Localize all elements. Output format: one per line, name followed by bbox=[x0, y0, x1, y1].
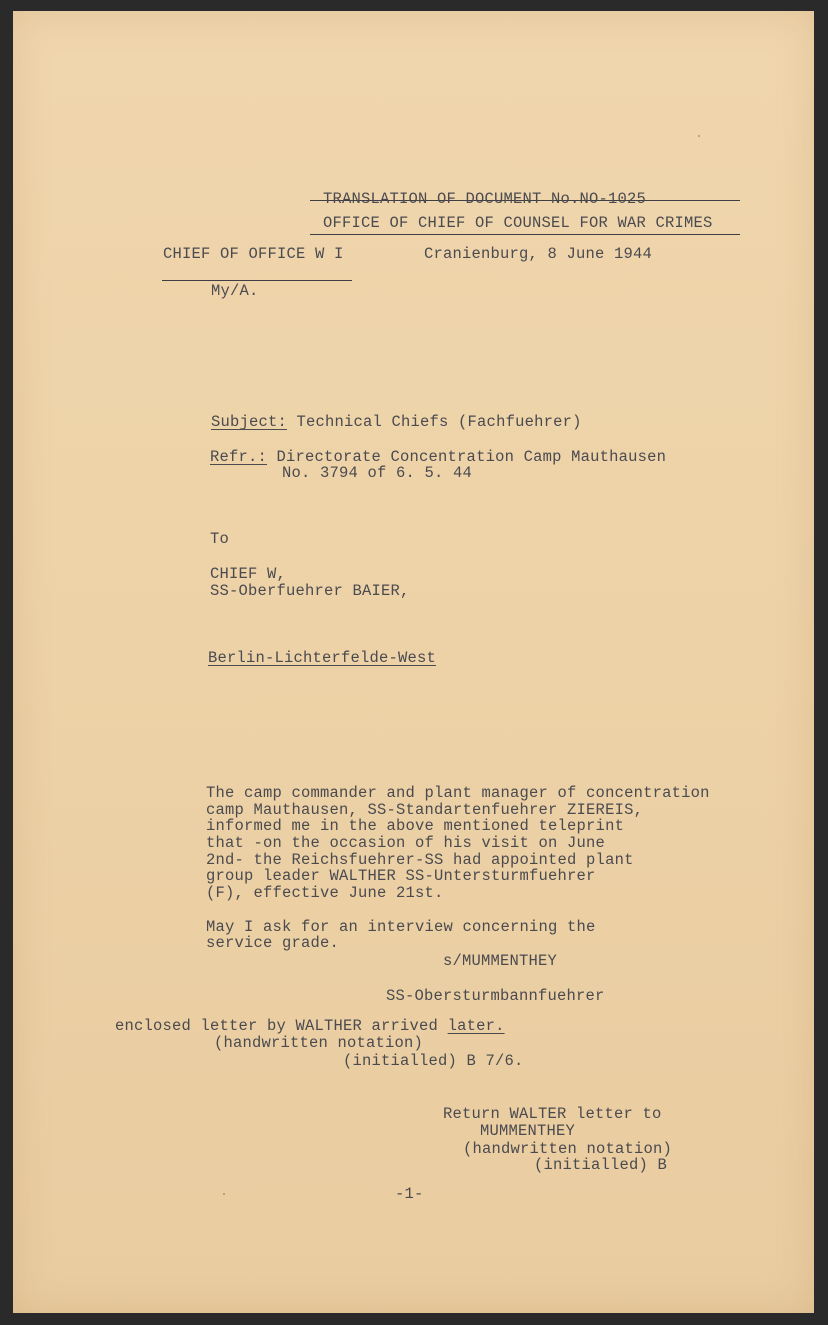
to-label: To bbox=[210, 530, 230, 548]
place-date: Cranienburg, 8 June 1944 bbox=[424, 245, 653, 263]
subject-line bbox=[211, 414, 582, 431]
signature-name: s/MUMMENTHEY bbox=[443, 952, 558, 970]
office-title: OFFICE OF CHIEF OF COUNSEL FOR WAR CRIMES bbox=[323, 214, 713, 232]
initialled-1: (initialled) B 7/6. bbox=[343, 1052, 524, 1070]
recipient-line2: SS-Oberfuehrer BAIER, bbox=[210, 582, 410, 600]
request-line1: May I ask for an interview concerning the bbox=[206, 918, 596, 936]
refr-line2: No. 3794 of 6. 5. 44 bbox=[282, 464, 473, 482]
refr-line1: Directorate Concentration Camp Mauthausen bbox=[276, 448, 667, 466]
sender-rule bbox=[162, 280, 352, 281]
body-line: camp Mauthausen, SS-Standartenfuehrer ZIEREIS, bbox=[206, 801, 644, 819]
body-line: The camp commander and plant manager of concentration bbox=[206, 784, 710, 802]
body-line: (F), effective June 21st. bbox=[206, 884, 444, 902]
body-line: 2nd- the Reichsfuehrer-SS had appointed plant bbox=[206, 851, 634, 869]
paper-speck bbox=[698, 135, 700, 137]
body-line: informed me in the above mentioned teleprint bbox=[206, 817, 625, 835]
paper-speck bbox=[223, 1193, 225, 1195]
translation-title: TRANSLATION OF DOCUMENT No.NO-1025 bbox=[323, 190, 647, 208]
enclosed-later: later. bbox=[447, 1017, 505, 1035]
recipient-line1: CHIEF W, bbox=[210, 565, 287, 583]
signature-rank: SS-Obersturmbannfuehrer bbox=[386, 987, 605, 1005]
enclosed-note bbox=[115, 1018, 505, 1035]
return-line1: Return WALTER letter to bbox=[443, 1105, 662, 1123]
sender-office: CHIEF OF OFFICE W I bbox=[163, 245, 344, 263]
subject-label: Subject: bbox=[211, 413, 288, 431]
handwritten-notation-1: (handwritten notation) bbox=[214, 1034, 424, 1052]
return-line2: MUMMENTHEY bbox=[480, 1122, 576, 1140]
body-line: group leader WALTHER SS-Untersturmfuehrer bbox=[206, 867, 596, 885]
sender-reference: My/A. bbox=[211, 282, 259, 300]
recipient-city: Berlin-Lichterfelde-West bbox=[208, 649, 437, 667]
header-bottom-rule bbox=[310, 234, 740, 235]
body-line: that -on the occasion of his visit on June bbox=[206, 834, 606, 852]
page-number: -1- bbox=[395, 1185, 424, 1203]
handwritten-notation-2: (handwritten notation) bbox=[463, 1140, 673, 1158]
initialled-2: (initialled) B bbox=[534, 1156, 668, 1174]
request-line2: service grade. bbox=[206, 934, 340, 952]
enclosed-prefix: enclosed letter by WALTHER arrived bbox=[115, 1017, 448, 1035]
subject-text: Technical Chiefs (Fachfuehrer) bbox=[296, 413, 582, 431]
refr-label: Refr.: bbox=[210, 448, 268, 466]
